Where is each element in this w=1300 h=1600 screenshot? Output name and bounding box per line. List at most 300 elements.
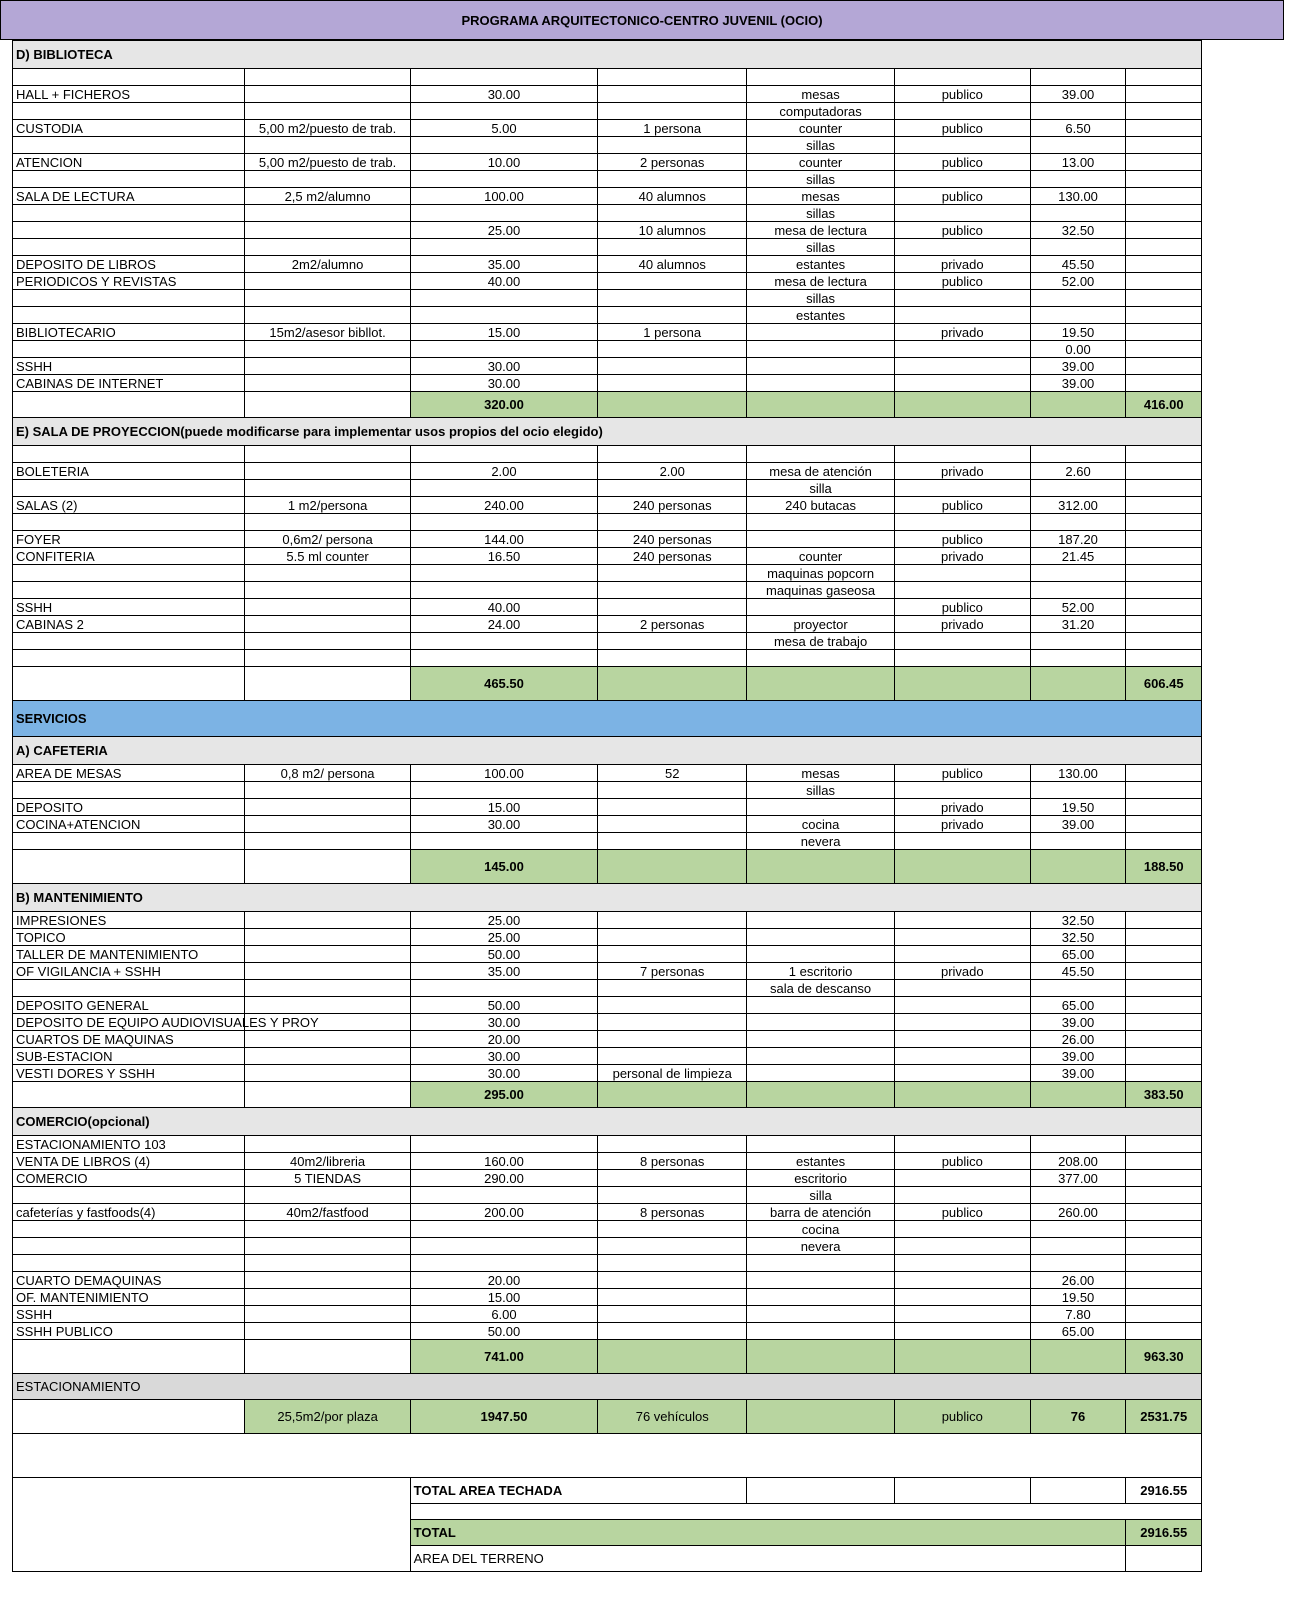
- table-cell: [410, 633, 598, 650]
- table-cell: [598, 1238, 747, 1255]
- table-cell: [13, 392, 245, 418]
- table-cell: [245, 480, 410, 497]
- table-cell: [1030, 633, 1126, 650]
- table-row: [13, 154, 1202, 171]
- table-cell: 5,00 m2/puesto de trab.: [245, 120, 410, 137]
- table-cell: [410, 980, 598, 997]
- table-cell: [13, 137, 245, 154]
- table-cell: 200.00: [410, 1204, 598, 1221]
- table-cell: [1126, 548, 1202, 565]
- total-techada-value: 2916.55: [1126, 1478, 1202, 1504]
- table-cell: sillas: [747, 137, 895, 154]
- table-cell: [598, 980, 747, 997]
- table-cell: [1030, 1340, 1126, 1374]
- table-cell: [1030, 850, 1126, 884]
- table-cell: [13, 1255, 245, 1272]
- table-cell: [747, 1031, 895, 1048]
- table-cell: SSHH: [13, 1306, 245, 1323]
- table-cell: 15.00: [410, 324, 598, 341]
- table-cell: [245, 375, 410, 392]
- subtotal-row: [13, 667, 1202, 701]
- table-cell: [245, 171, 410, 188]
- table-cell: [895, 1014, 1031, 1031]
- table-cell: [895, 137, 1031, 154]
- subtotal-total: 188.50: [1126, 850, 1202, 884]
- table-cell: [410, 1255, 598, 1272]
- table-cell: [598, 137, 747, 154]
- table-cell: [13, 222, 245, 239]
- table-cell: [13, 1238, 245, 1255]
- table-cell: [747, 1289, 895, 1306]
- table-cell: [598, 667, 747, 701]
- table-cell: publico: [895, 273, 1031, 290]
- table-cell: [747, 324, 895, 341]
- table-cell: [245, 341, 410, 358]
- table-cell: [1126, 946, 1202, 963]
- table-cell: [1126, 273, 1202, 290]
- table-cell: [245, 273, 410, 290]
- table-cell: publico: [895, 154, 1031, 171]
- table-cell: [598, 633, 747, 650]
- table-cell: 100.00: [410, 188, 598, 205]
- table-cell: [13, 1187, 245, 1204]
- table-cell: 0,8 m2/ persona: [245, 765, 410, 782]
- table-cell: [1126, 1014, 1202, 1031]
- table-cell: [598, 1014, 747, 1031]
- table-cell: [245, 912, 410, 929]
- table-cell: [410, 650, 598, 667]
- table-cell: 240 personas: [598, 497, 747, 514]
- table-cell: 40.00: [410, 599, 598, 616]
- table-cell: 76 vehículos: [598, 1400, 747, 1434]
- table-cell: [410, 1187, 598, 1204]
- table-row: [13, 912, 1202, 929]
- table-cell: [1126, 1323, 1202, 1340]
- table-cell: [1126, 1306, 1202, 1323]
- table-cell: [895, 1272, 1031, 1289]
- table-cell: 52: [598, 765, 747, 782]
- section-proyeccion-label: E) SALA DE PROYECCION(puede modificarse para implementar usos propios del ocio elegido): [13, 418, 1202, 446]
- table-cell: [895, 1082, 1031, 1108]
- table-cell: [13, 480, 245, 497]
- table-cell: estantes: [747, 1153, 895, 1170]
- table-cell: [410, 137, 598, 154]
- section-mantenimiento-label: B) MANTENIMIENTO: [13, 884, 1202, 912]
- table-cell: publico: [895, 188, 1031, 205]
- table-cell: [598, 1136, 747, 1153]
- table-cell: mesas: [747, 188, 895, 205]
- table-cell: [895, 1187, 1031, 1204]
- table-cell: publico: [895, 531, 1031, 548]
- table-row: [13, 963, 1202, 980]
- table-cell: [13, 1434, 1202, 1478]
- table-cell: [13, 633, 245, 650]
- table-cell: [410, 239, 598, 256]
- table-cell: [13, 171, 245, 188]
- table-cell: DEPOSITO DE EQUIPO AUDIOVISUALES Y PROY: [13, 1014, 245, 1031]
- table-cell: 26.00: [1030, 1031, 1126, 1048]
- table-cell: [598, 69, 747, 86]
- table-cell: [895, 833, 1031, 850]
- table-cell: [895, 1306, 1031, 1323]
- table-cell: 20.00: [410, 1031, 598, 1048]
- table-cell: [1126, 1221, 1202, 1238]
- subtotal-area: 145.00: [410, 850, 598, 884]
- total-techada-row: [13, 1478, 1202, 1504]
- table-row: [13, 531, 1202, 548]
- table-cell: publico: [895, 1204, 1031, 1221]
- table-cell: [410, 171, 598, 188]
- table-cell: [13, 1400, 245, 1434]
- table-cell: [598, 946, 747, 963]
- table-cell: 1 persona: [598, 324, 747, 341]
- table-cell: [245, 1031, 410, 1048]
- table-cell: 19.50: [1030, 1289, 1126, 1306]
- subtotal-total: 383.50: [1126, 1082, 1202, 1108]
- table-row: [13, 273, 1202, 290]
- table-cell: 76: [1030, 1400, 1126, 1434]
- table-cell: [598, 1323, 747, 1340]
- table-cell: [1126, 103, 1202, 120]
- table-row: [13, 980, 1202, 997]
- table-cell: [1126, 1272, 1202, 1289]
- table-cell: [1030, 171, 1126, 188]
- table-cell: [1126, 358, 1202, 375]
- table-cell: 100.00: [410, 765, 598, 782]
- table-cell: [1030, 69, 1126, 86]
- table-cell: [598, 375, 747, 392]
- table-cell: counter: [747, 154, 895, 171]
- table-cell: mesa de atención: [747, 463, 895, 480]
- table-cell: 65.00: [1030, 1323, 1126, 1340]
- table-cell: [747, 1478, 895, 1504]
- table-cell: [1126, 833, 1202, 850]
- table-cell: [598, 1082, 747, 1108]
- table-cell: 39.00: [1030, 1014, 1126, 1031]
- table-cell: [13, 980, 245, 997]
- table-cell: CUSTODIA: [13, 120, 245, 137]
- table-cell: silla: [747, 1187, 895, 1204]
- table-cell: privado: [895, 616, 1031, 633]
- table-cell: cocina: [747, 1221, 895, 1238]
- table-cell: [747, 912, 895, 929]
- table-cell: 240 personas: [598, 548, 747, 565]
- table-cell: [245, 290, 410, 307]
- table-cell: SSHH: [13, 358, 245, 375]
- table-cell: [895, 205, 1031, 222]
- section-cafeteria-label: A) CAFETERIA: [13, 737, 1202, 765]
- table-row: [13, 633, 1202, 650]
- table-cell: 2 personas: [598, 154, 747, 171]
- table-cell: [598, 997, 747, 1014]
- table-cell: [245, 997, 410, 1014]
- table-cell: [1030, 480, 1126, 497]
- table-cell: privado: [895, 816, 1031, 833]
- table-cell: [598, 816, 747, 833]
- table-cell: publico: [895, 497, 1031, 514]
- table-cell: [245, 514, 410, 531]
- table-cell: [13, 833, 245, 850]
- table-cell: [1030, 980, 1126, 997]
- table-cell: [245, 1255, 410, 1272]
- table-cell: sillas: [747, 290, 895, 307]
- table-cell: SSHH PUBLICO: [13, 1323, 245, 1340]
- table-cell: [245, 816, 410, 833]
- table-cell: 377.00: [1030, 1170, 1126, 1187]
- table-cell: 30.00: [410, 86, 598, 103]
- subtotal-total: 963.30: [1126, 1340, 1202, 1374]
- table-cell: [598, 565, 747, 582]
- table-cell: sillas: [747, 205, 895, 222]
- table-cell: 0,6m2/ persona: [245, 531, 410, 548]
- table-cell: [245, 850, 410, 884]
- table-cell: [1030, 1238, 1126, 1255]
- table-cell: 21.45: [1030, 548, 1126, 565]
- table-cell: [747, 1014, 895, 1031]
- table-cell: [895, 850, 1031, 884]
- table-cell: [1126, 239, 1202, 256]
- table-cell: 16.50: [410, 548, 598, 565]
- table-cell: 40.00: [410, 273, 598, 290]
- table-cell: [245, 1272, 410, 1289]
- table-cell: [598, 446, 747, 463]
- table-cell: [245, 239, 410, 256]
- table-row: [13, 1153, 1202, 1170]
- table-cell: [598, 1048, 747, 1065]
- table-cell: [895, 290, 1031, 307]
- table-cell: [1126, 1136, 1202, 1153]
- table-cell: [598, 929, 747, 946]
- table-cell: [598, 205, 747, 222]
- table-cell: 8 personas: [598, 1153, 747, 1170]
- table-cell: [895, 929, 1031, 946]
- table-cell: 5 TIENDAS: [245, 1170, 410, 1187]
- table-cell: 13.00: [1030, 154, 1126, 171]
- table-row: [13, 1306, 1202, 1323]
- table-cell: [598, 392, 747, 418]
- table-cell: [245, 1082, 410, 1108]
- table-cell: [895, 1065, 1031, 1082]
- table-cell: [1126, 69, 1202, 86]
- table-cell: [245, 963, 410, 980]
- table-cell: [245, 799, 410, 816]
- section-biblioteca: [13, 41, 1202, 69]
- table-cell: OF. MANTENIMIENTO: [13, 1289, 245, 1306]
- table-cell: [245, 616, 410, 633]
- table-cell: 40 alumnos: [598, 256, 747, 273]
- table-cell: maquinas gaseosa: [747, 582, 895, 599]
- table-cell: [747, 375, 895, 392]
- table-cell: [598, 799, 747, 816]
- table-row: [13, 341, 1202, 358]
- table-cell: privado: [895, 256, 1031, 273]
- table-cell: [245, 1306, 410, 1323]
- table-cell: [598, 1272, 747, 1289]
- table-cell: [245, 446, 410, 463]
- table-row: [13, 69, 1202, 86]
- table-cell: privado: [895, 963, 1031, 980]
- table-cell: 50.00: [410, 997, 598, 1014]
- table-cell: [598, 782, 747, 799]
- table-cell: ATENCION: [13, 154, 245, 171]
- table-cell: [1126, 497, 1202, 514]
- table-cell: [1126, 222, 1202, 239]
- table-cell: CUARTOS DE MAQUINAS: [13, 1031, 245, 1048]
- table-row: [13, 103, 1202, 120]
- table-row: [13, 86, 1202, 103]
- table-row: [13, 1014, 1202, 1031]
- table-cell: [895, 633, 1031, 650]
- table-cell: [747, 1323, 895, 1340]
- table-cell: [1126, 765, 1202, 782]
- spacer-row: [13, 1434, 1202, 1478]
- table-cell: [245, 1323, 410, 1340]
- table-cell: [1030, 1221, 1126, 1238]
- table-cell: 1 persona: [598, 120, 747, 137]
- table-cell: 290.00: [410, 1170, 598, 1187]
- table-cell: [245, 1238, 410, 1255]
- table-cell: [13, 1478, 411, 1572]
- table-cell: [245, 1340, 410, 1374]
- section-biblioteca-label: D) BIBLIOTECA: [13, 41, 1202, 69]
- table-cell: [1126, 980, 1202, 997]
- table-cell: [895, 1255, 1031, 1272]
- table-cell: [747, 1082, 895, 1108]
- table-cell: 260.00: [1030, 1204, 1126, 1221]
- table-cell: [13, 514, 245, 531]
- table-cell: [1126, 480, 1202, 497]
- table-row: [13, 582, 1202, 599]
- table-cell: VESTI DORES Y SSHH: [13, 1065, 245, 1082]
- table-cell: [1126, 1031, 1202, 1048]
- table-cell: [895, 1170, 1031, 1187]
- table-cell: [895, 912, 1031, 929]
- table-cell: [598, 358, 747, 375]
- table-cell: [245, 1048, 410, 1065]
- table-cell: [1126, 463, 1202, 480]
- table-cell: [13, 1221, 245, 1238]
- table-cell: 35.00: [410, 963, 598, 980]
- table-row: [13, 1187, 1202, 1204]
- table-row: [13, 290, 1202, 307]
- table-row: [13, 997, 1202, 1014]
- table-cell: [245, 103, 410, 120]
- table-cell: 30.00: [410, 358, 598, 375]
- table-cell: [598, 1289, 747, 1306]
- table-cell: [1126, 633, 1202, 650]
- table-row: [13, 137, 1202, 154]
- table-row: [13, 1238, 1202, 1255]
- table-row: [13, 463, 1202, 480]
- table-row: [13, 222, 1202, 239]
- table-cell: [895, 980, 1031, 997]
- table-cell: 208.00: [1030, 1153, 1126, 1170]
- table-cell: 24.00: [410, 616, 598, 633]
- table-cell: [1126, 616, 1202, 633]
- table-cell: 5.00: [410, 120, 598, 137]
- table-cell: [13, 667, 245, 701]
- table-cell: 32.50: [1030, 929, 1126, 946]
- table-cell: [747, 667, 895, 701]
- table-cell: [245, 782, 410, 799]
- table-cell: [598, 239, 747, 256]
- table-cell: [1126, 1170, 1202, 1187]
- table-cell: 1 escritorio: [747, 963, 895, 980]
- table-cell: 52.00: [1030, 599, 1126, 616]
- table-cell: SALA DE LECTURA: [13, 188, 245, 205]
- table-cell: publico: [895, 765, 1031, 782]
- table-cell: [598, 103, 747, 120]
- table-cell: [895, 69, 1031, 86]
- table-cell: [410, 290, 598, 307]
- section-estacionamiento: [13, 1374, 1202, 1400]
- table-cell: 25.00: [410, 222, 598, 239]
- table-cell: publico: [895, 222, 1031, 239]
- table-cell: [895, 946, 1031, 963]
- table-cell: [410, 514, 598, 531]
- table-cell: [410, 1136, 598, 1153]
- table-cell: [895, 1238, 1031, 1255]
- table-cell: escritorio: [747, 1170, 895, 1187]
- table-cell: [895, 782, 1031, 799]
- table-cell: HALL + FICHEROS: [13, 86, 245, 103]
- section-comercio: [13, 1108, 1202, 1136]
- table-cell: 1947.50: [410, 1400, 598, 1434]
- table-cell: [1126, 514, 1202, 531]
- table-cell: [13, 239, 245, 256]
- table-cell: [245, 599, 410, 616]
- table-cell: mesas: [747, 765, 895, 782]
- table-cell: [598, 1031, 747, 1048]
- table-cell: [895, 1340, 1031, 1374]
- table-cell: [895, 1136, 1031, 1153]
- table-cell: [1030, 1478, 1126, 1504]
- table-cell: [1030, 307, 1126, 324]
- table-cell: COMERCIO: [13, 1170, 245, 1187]
- table-cell: computadoras: [747, 103, 895, 120]
- table-cell: [1030, 782, 1126, 799]
- table-cell: [598, 1340, 747, 1374]
- table-cell: 10 alumnos: [598, 222, 747, 239]
- table-cell: [245, 137, 410, 154]
- table-cell: 30.00: [410, 375, 598, 392]
- table-row: [13, 188, 1202, 205]
- table-cell: mesa de lectura: [747, 222, 895, 239]
- table-cell: 1 m2/persona: [245, 497, 410, 514]
- table-cell: 144.00: [410, 531, 598, 548]
- table-cell: VENTA DE LIBROS (4): [13, 1153, 245, 1170]
- table-cell: [747, 650, 895, 667]
- table-cell: [13, 582, 245, 599]
- table-cell: sala de descanso: [747, 980, 895, 997]
- table-cell: [598, 1221, 747, 1238]
- table-cell: [598, 1255, 747, 1272]
- table-cell: 30.00: [410, 1048, 598, 1065]
- table-cell: [1126, 1255, 1202, 1272]
- table-cell: mesa de trabajo: [747, 633, 895, 650]
- table-cell: [598, 1306, 747, 1323]
- table-row: [13, 548, 1202, 565]
- table-cell: [410, 1221, 598, 1238]
- table-cell: [598, 307, 747, 324]
- table-cell: [747, 929, 895, 946]
- table-cell: 50.00: [410, 946, 598, 963]
- table-cell: [410, 582, 598, 599]
- table-cell: [245, 463, 410, 480]
- table-cell: [410, 341, 598, 358]
- total-value: 2916.55: [1126, 1520, 1202, 1546]
- table-cell: [410, 1238, 598, 1255]
